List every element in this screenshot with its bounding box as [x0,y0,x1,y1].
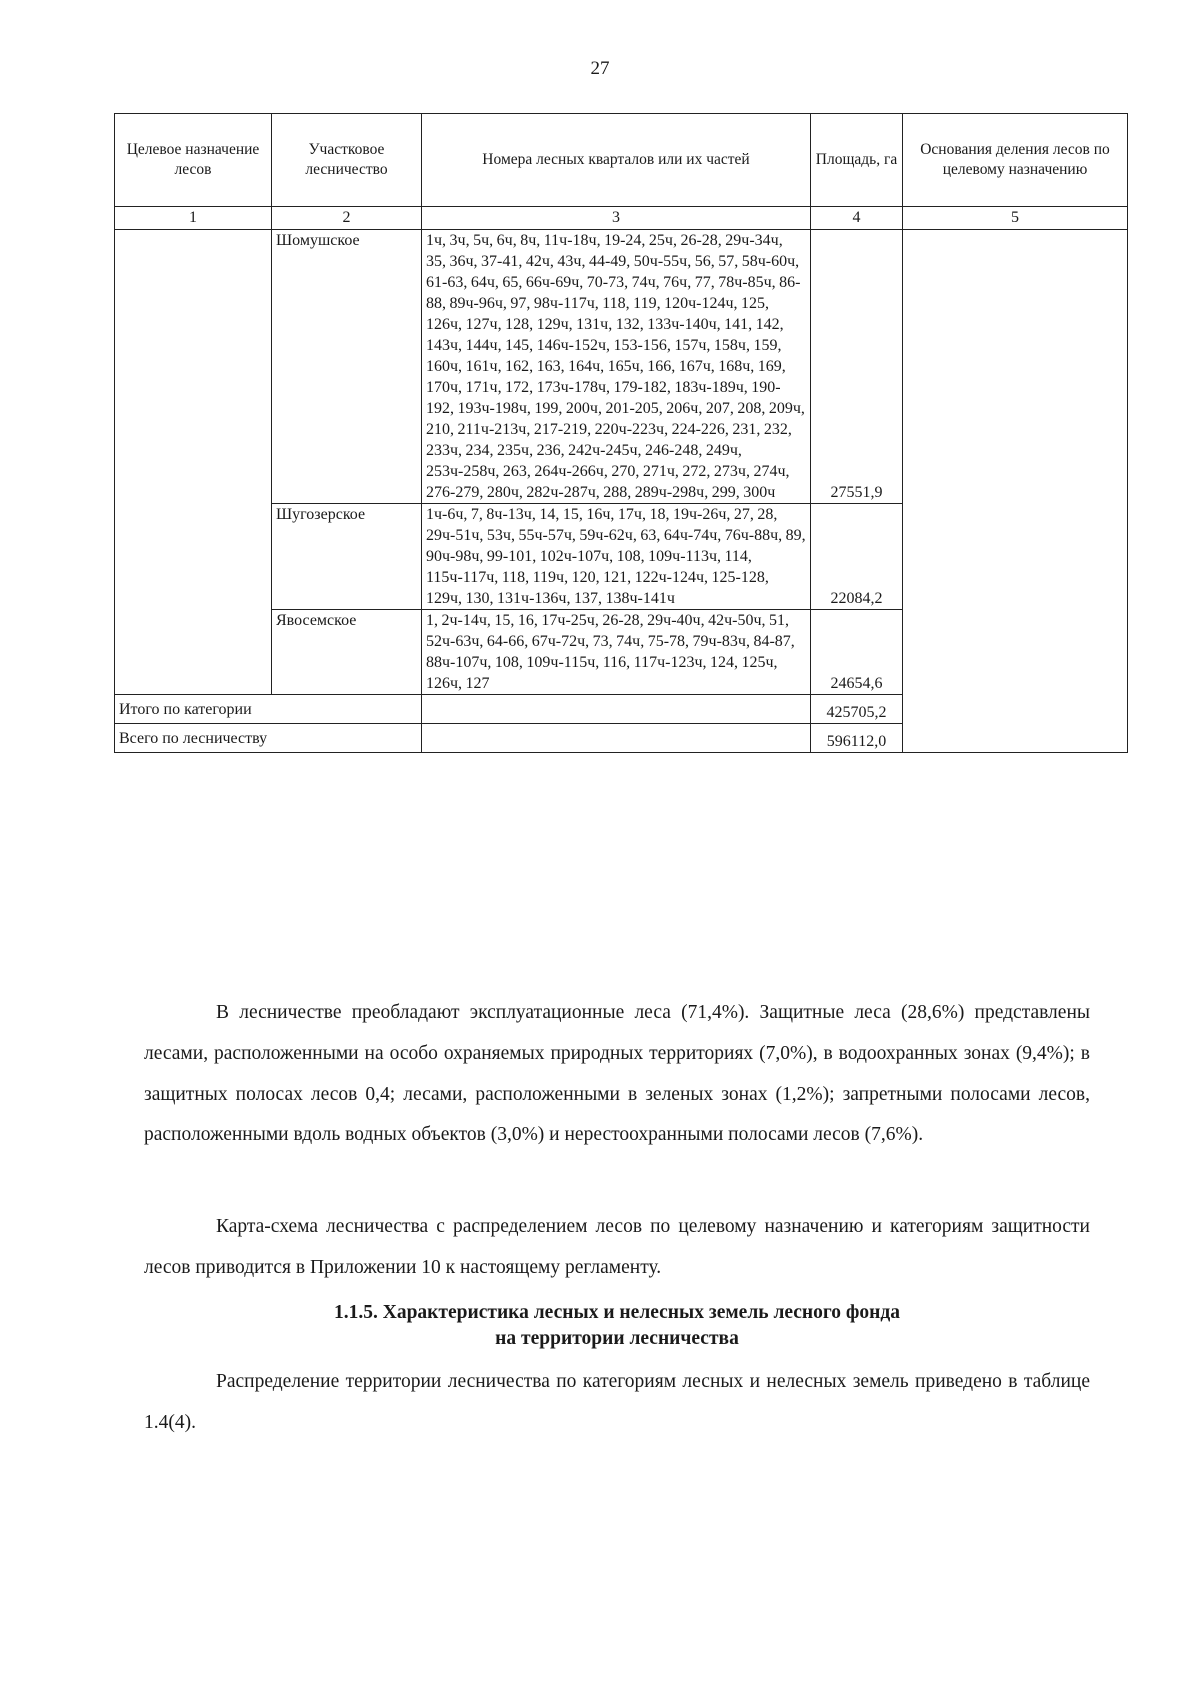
basis-cell [903,230,1128,753]
quarters-list: 1ч, 3ч, 5ч, 6ч, 8ч, 11ч-18ч, 19-24, 25ч, 26-28, 29ч-34ч, 35, 36ч, 37-41, 42ч, 43ч, 44-49, 50ч-55ч, 56, 57, 58ч-60ч, 61-63, 64ч, 65, 66ч-69ч, 70-73, 74ч, 76ч, 77, 78ч-85ч, 86-88, 89ч-96ч, 97, 98ч-117ч, 118, 119, 120ч-124ч, 125, 126ч, 127ч, 128, 129ч, 131ч, 132, 133ч-140ч, 141, 142, 143ч, 144ч, 145, 146ч-152ч, 153-156, 157ч, 158ч, 159, 160ч, 161ч, 162, 163, 164ч, 165ч, 166, 167ч, 168ч, 169, 170ч, 171ч, 172, 173ч-178ч, 179-182, 183ч-189ч, 190-192, 193ч-198ч, 199, 200ч, 201-205, 206ч, 207, 208, 209ч, 210, 211ч-213ч, 217-219, 220ч-223ч, 224-226, 231, 232, 233ч, 234, 235ч, 236, 242ч-245ч, 246-248, 249ч, 253ч-258ч, 263, 264ч-266ч, 270, 271ч, 272, 273ч, 274ч, 276-279, 280ч, 282ч-287ч, 288, 289ч-298ч, 299, 300ч [422,230,811,504]
paragraph-land-distribution: Распределение территории лесничества по категориям лесных и нелесных земель приведено в таблице 1.4(4). [144,1371,1090,1433]
total-forestry-empty [422,724,811,753]
district-name: Явосемское [272,610,422,695]
forest-purpose-table [114,113,1128,753]
column-number: 4 [811,207,903,230]
total-category-empty [422,695,811,724]
paragraph-forest-shares: В лесничестве преобладают эксплуатационные леса (71,4%). Защитные леса (28,6%) представлены лесами, расположенными на особо охраняемых природных территориях (7,0%), в водоохранных зонах (9,4%); в защитных полосах лесов 0,4; лесами, расположенными в зеленых зонах (1,2%); запретными полосами лесов, расположенными вдоль водных объектов (3,0%) и нерестоохранными полосами лесов (7,6%). [144,1002,1090,1146]
column-number: 3 [422,207,811,230]
section-heading-line1: 1.1.5. Характеристика лесных и нелесных земель лесного фонда [333,1302,901,1323]
header-purpose: Целевое назначение лесов [115,114,272,207]
column-number: 2 [272,207,422,230]
purpose-cell [115,230,272,695]
paragraph-map-reference: Карта-схема лесничества с распределением лесов по целевому назначению и категориям защитности лесов приводится в Приложении 10 к настоящему регламенту. [144,1216,1090,1278]
area-value: 22084,2 [811,504,903,610]
header-area: Площадь, га [811,114,903,207]
area-value: 24654,6 [811,610,903,695]
total-forestry-value: 596112,0 [811,724,903,753]
table-row [115,230,1128,504]
district-name: Шугозерское [272,504,422,610]
column-number: 5 [903,207,1128,230]
district-name: Шомушское [272,230,422,504]
total-category-label: Итого по категории [115,695,422,724]
section-heading [144,1300,1090,1352]
header-quarters: Номера лесных кварталов или их частей [422,114,811,207]
total-category-value: 425705,2 [811,695,903,724]
header-basis: Основания деления лесов по целевому назначению [903,114,1128,207]
column-number-row [115,207,1128,230]
quarters-list: 1, 2ч-14ч, 15, 16, 17ч-25ч, 26-28, 29ч-40ч, 42ч-50ч, 51, 52ч-63ч, 64-66, 67ч-72ч, 73, 74ч, 75-78, 79ч-83ч, 84-87, 88ч-107ч, 108, 109ч-115ч, 116, 117ч-123ч, 124, 125ч, 126ч, 127 [422,610,811,695]
quarters-list: 1ч-6ч, 7, 8ч-13ч, 14, 15, 16ч, 17ч, 18, 19ч-26ч, 27, 28, 29ч-51ч, 53ч, 55ч-57ч, 59ч-62ч, 63, 64ч-74ч, 76ч-88ч, 89, 90ч-98ч, 99-101, 102ч-107ч, 108, 109ч-113ч, 114, 115ч-117ч, 118, 119ч, 120, 121, 122ч-124ч, 125-128, 129ч, 130, 131ч-136ч, 137, 138ч-141ч [422,504,811,610]
page-number: 27 [590,58,610,79]
column-number: 1 [115,207,272,230]
header-district: Участковое лесничество [272,114,422,207]
total-forestry-label: Всего по лесничеству [115,724,422,753]
area-value: 27551,9 [811,230,903,504]
table-header-row [115,114,1128,207]
section-heading-line2: на территории лесничества [495,1328,739,1349]
